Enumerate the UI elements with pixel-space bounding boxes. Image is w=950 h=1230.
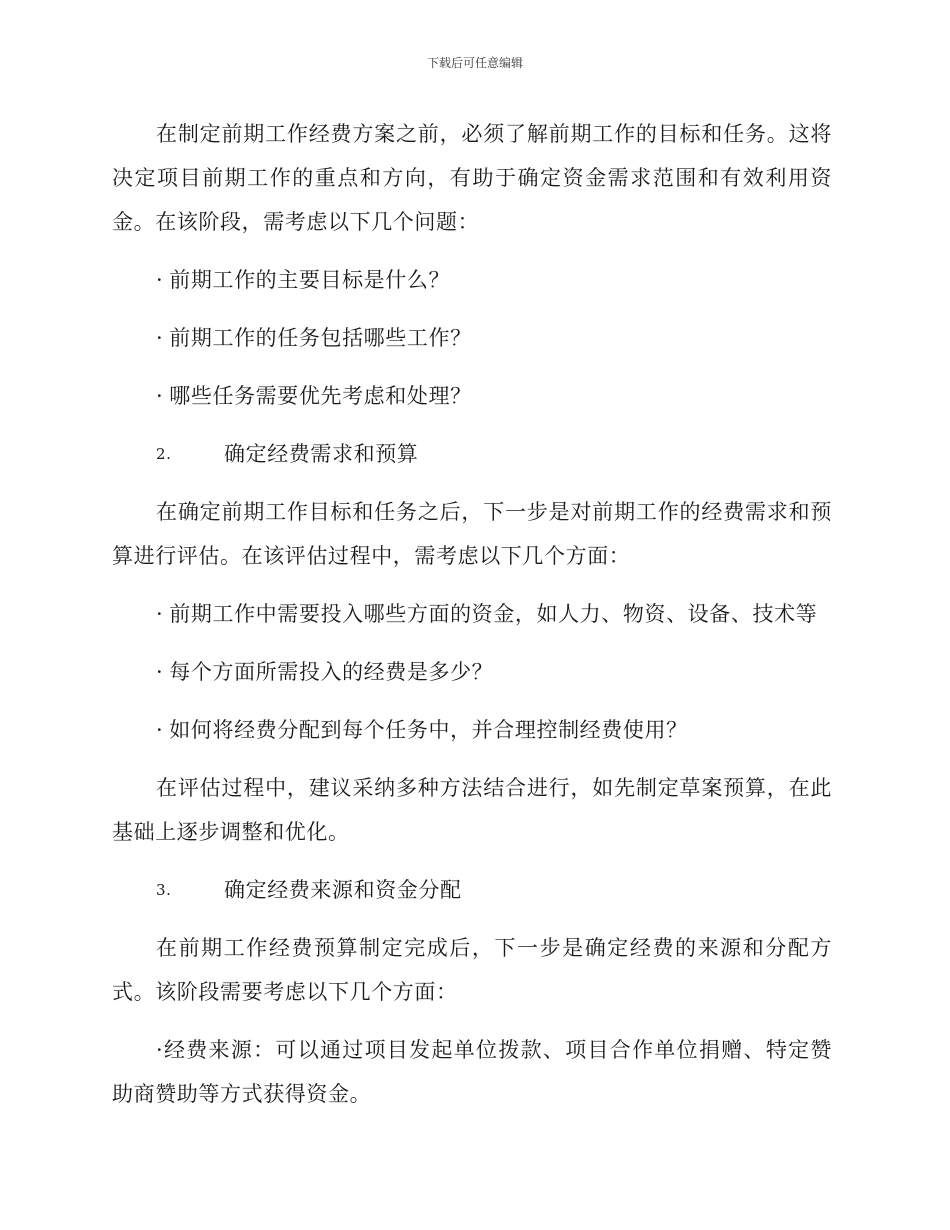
paragraph: 在确定前期工作目标和任务之后，下一步是对前期工作的经费需求和预算进行评估。在该评估过程中，需考虑以下几个方面： — [112, 500, 832, 568]
bullet-text: 前期工作中需要投入哪些方面的资金，如人力、物资、设备、技术等 — [169, 602, 818, 626]
bullet-text: 前期工作的主要目标是什么？ — [169, 268, 451, 292]
bullet-dot: · — [156, 718, 164, 742]
bullet-dot: · — [156, 602, 164, 626]
bullet-text: 经费来源：可以通过项目发起单位拨款、项目合作单位捐赠、特定赞助商赞助等方式获得资金。 — [112, 1038, 832, 1106]
bullet-text: 前期工作的任务包括哪些工作？ — [169, 326, 472, 350]
section-title: 确定经费需求和预算 — [224, 442, 419, 466]
section-number: 2. — [156, 445, 172, 463]
bullet-item — [156, 650, 832, 694]
bullet-dot: · — [156, 660, 164, 684]
bullet-item — [156, 374, 832, 418]
page-header: 下载后可任意编辑 — [426, 56, 523, 70]
section-heading — [156, 868, 832, 912]
bullet-item — [156, 258, 832, 302]
paragraph: 在制定前期工作经费方案之前，必须了解前期工作的目标和任务。这将决定项目前期工作的重点和方向，有助于确定资金需求范围和有效利用资金。在该阶段，需考虑以下几个问题： — [112, 122, 832, 234]
bullet-dot: · — [156, 326, 164, 350]
bullet-text: 每个方面所需投入的经费是多少？ — [169, 660, 494, 684]
paragraph: 在前期工作经费预算制定完成后，下一步是确定经费的来源和分配方式。该阶段需要考虑以下几个方面： — [112, 936, 832, 1004]
paragraph: 在评估过程中，建议采纳多种方法结合进行，如先制定草案预算，在此基础上逐步调整和优化。 — [112, 776, 832, 844]
bullet-dot: · — [156, 268, 164, 292]
bullet-item — [156, 316, 832, 360]
section-heading — [156, 432, 832, 476]
bullet-item — [156, 708, 832, 752]
section-number: 3. — [156, 881, 172, 899]
bullet-text: 哪些任务需要优先考虑和处理？ — [169, 384, 472, 408]
bullet-item — [156, 592, 832, 636]
bullet-text: 如何将经费分配到每个任务中，并合理控制经费使用？ — [169, 718, 688, 742]
section-title: 确定经费来源和资金分配 — [224, 878, 462, 902]
document-body — [112, 112, 832, 1130]
bullet-dot: · — [156, 384, 164, 408]
bullet-dot: · — [156, 1038, 164, 1062]
bullet-item — [112, 1028, 832, 1116]
